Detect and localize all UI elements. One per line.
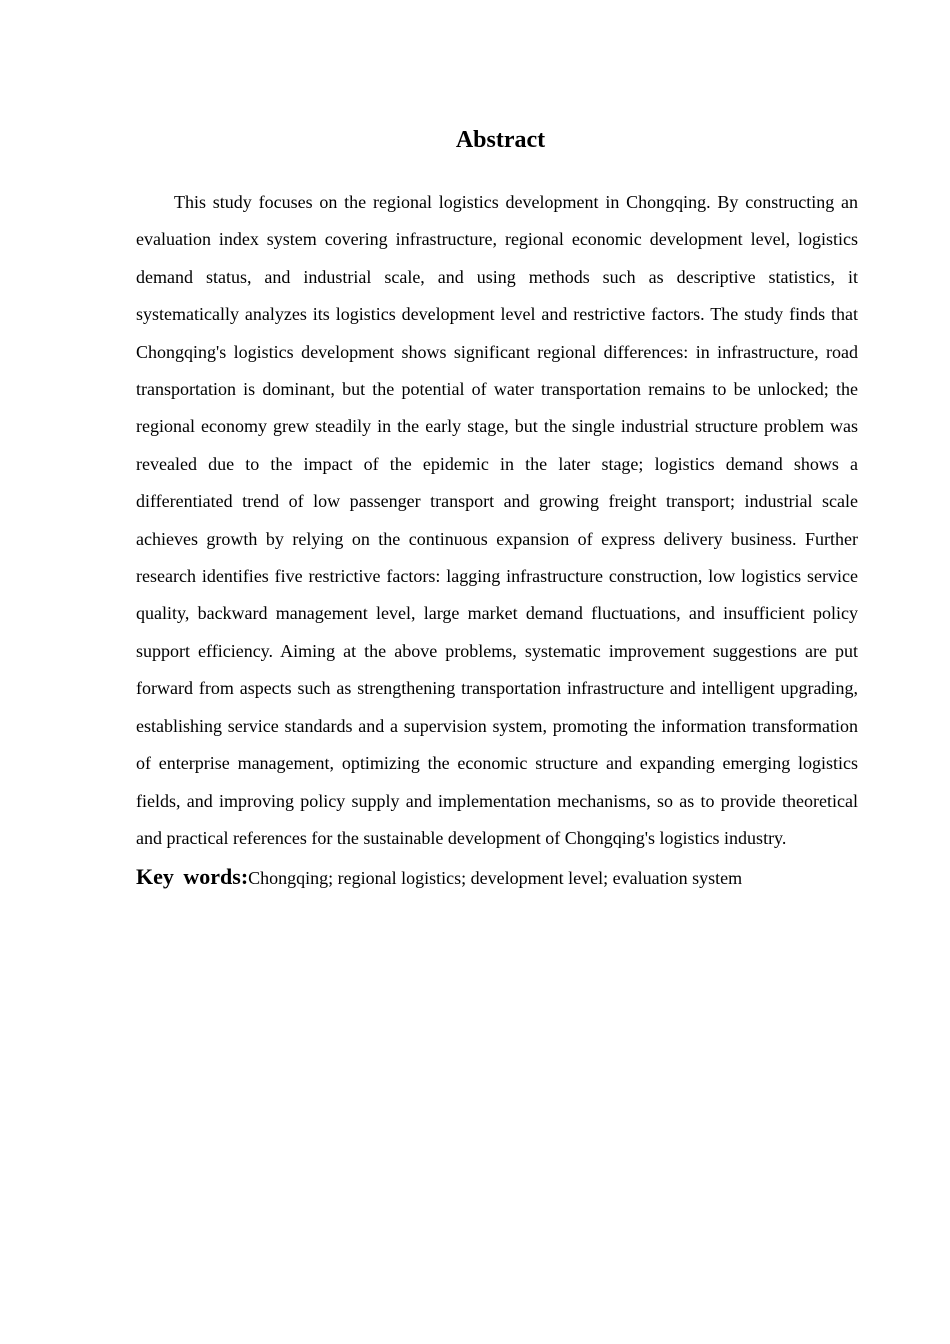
abstract-title: Abstract: [455, 127, 546, 153]
keywords-label: Key words:: [136, 864, 249, 890]
keywords-text: Chongqing; regional logistics; development level; evaluation system: [248, 868, 743, 889]
keywords-line: [136, 857, 858, 898]
abstract-section: [136, 125, 858, 898]
abstract-body: This study focuses on the regional logistics development in Chongqing. By constructing an evaluation index system covering infrastructure, regional economic development level, logistics demand status, and industrial scale, and using methods such as descriptive statistics, it systematically analyzes its logistics development level and restrictive factors. The study finds that Chongqing's logistics development shows significant regional differences: in infrastructure, road transportation is dominant, but the potential of water transportation remains to be unlocked; the regional economy grew steadily in the early stage, but the single industrial structure problem was revealed due to the impact of the epidemic in the later stage; logistics demand shows a differentiated trend of low passenger transport and growing freight transport; industrial scale achieves growth by relying on the continuous expansion of express delivery business. Further research identifies five restrictive factors: lagging infrastructure construction, low logistics service quality, backward management level, large market demand fluctuations, and insufficient policy support efficiency. Aiming at the above problems, systematic improvement suggestions are put forward from aspects such as strengthening transportation infrastructure and intelligent upgrading, establishing service standards and a supervision system, promoting the information transformation of enterprise management, optimizing the economic structure and expanding emerging logistics fields, and improving policy supply and implementation mechanisms, so as to provide theoretical and practical references for the sustainable development of Chongqing's logistics industry.: [136, 192, 858, 848]
